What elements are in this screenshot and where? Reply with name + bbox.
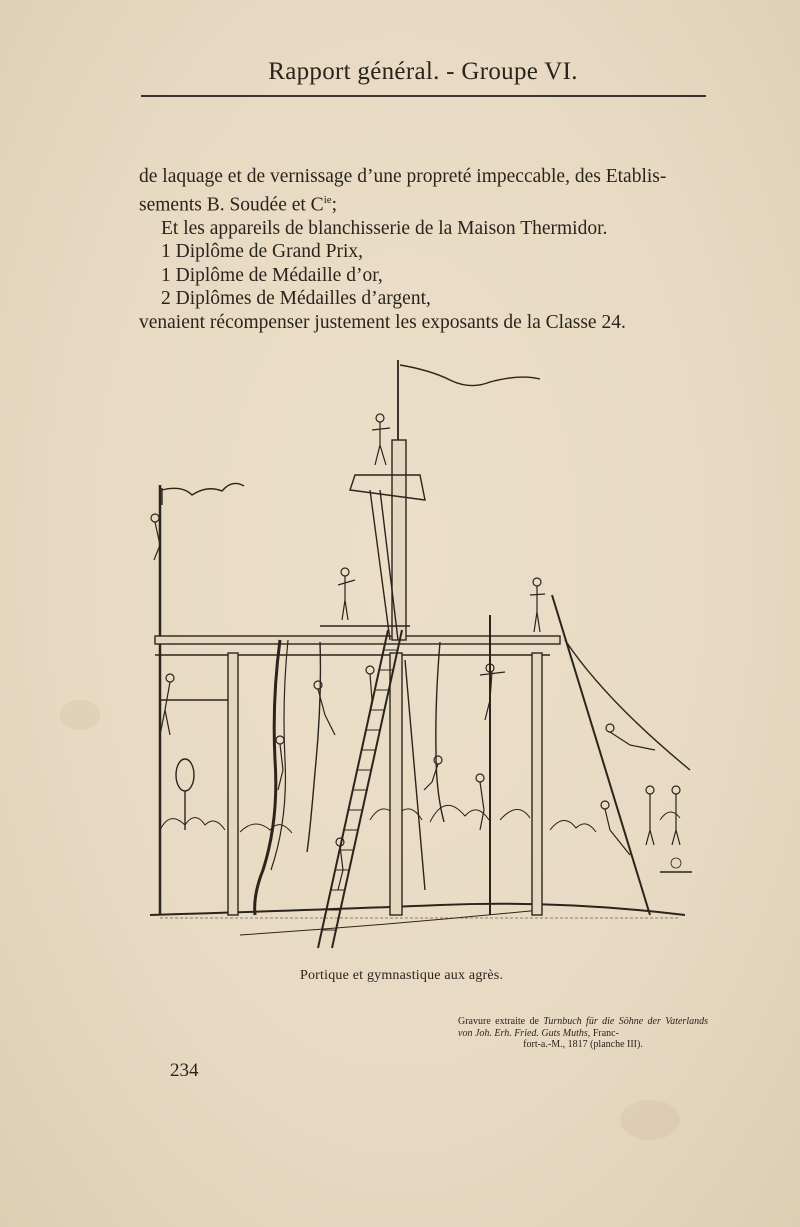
body-line: de laquage et de vernissage d’une propreté impeccable, des Etablis- [139,166,667,187]
gymnastics-engraving [140,350,700,955]
page-number: 234 [170,1060,199,1081]
body-line: venaient récompenser justement les exposants de la Classe 24. [139,311,626,333]
body-line: sements B. Soudée et $C^{ie}$; [139,193,338,215]
running-header: Rapport général. - Groupe VI. [268,58,578,85]
paper-stain [620,1100,680,1140]
body-line: Et les appareils de blanchisserie de la Maison Thermidor. [161,217,608,239]
body-line: 2 Diplômes de Médailles d’argent, [161,288,431,309]
body-line: 1 Diplôme de Grand Prix, [161,241,364,262]
paper-stain [60,700,100,730]
figure-caption: Portique et gymnastique aux agrès. [300,968,504,983]
body-text [139,165,709,334]
body-line: 1 Diplôme de Médaille d’or, [161,264,383,286]
header-rule [141,95,706,97]
figure-source-note: Gravure extraite de Turnbuch für die Söhne der Vaterlands von Joh. Erh. Fried. Guts Muths, Franc- fort-a.-M., 1817 (planche III). [458,1016,708,1050]
